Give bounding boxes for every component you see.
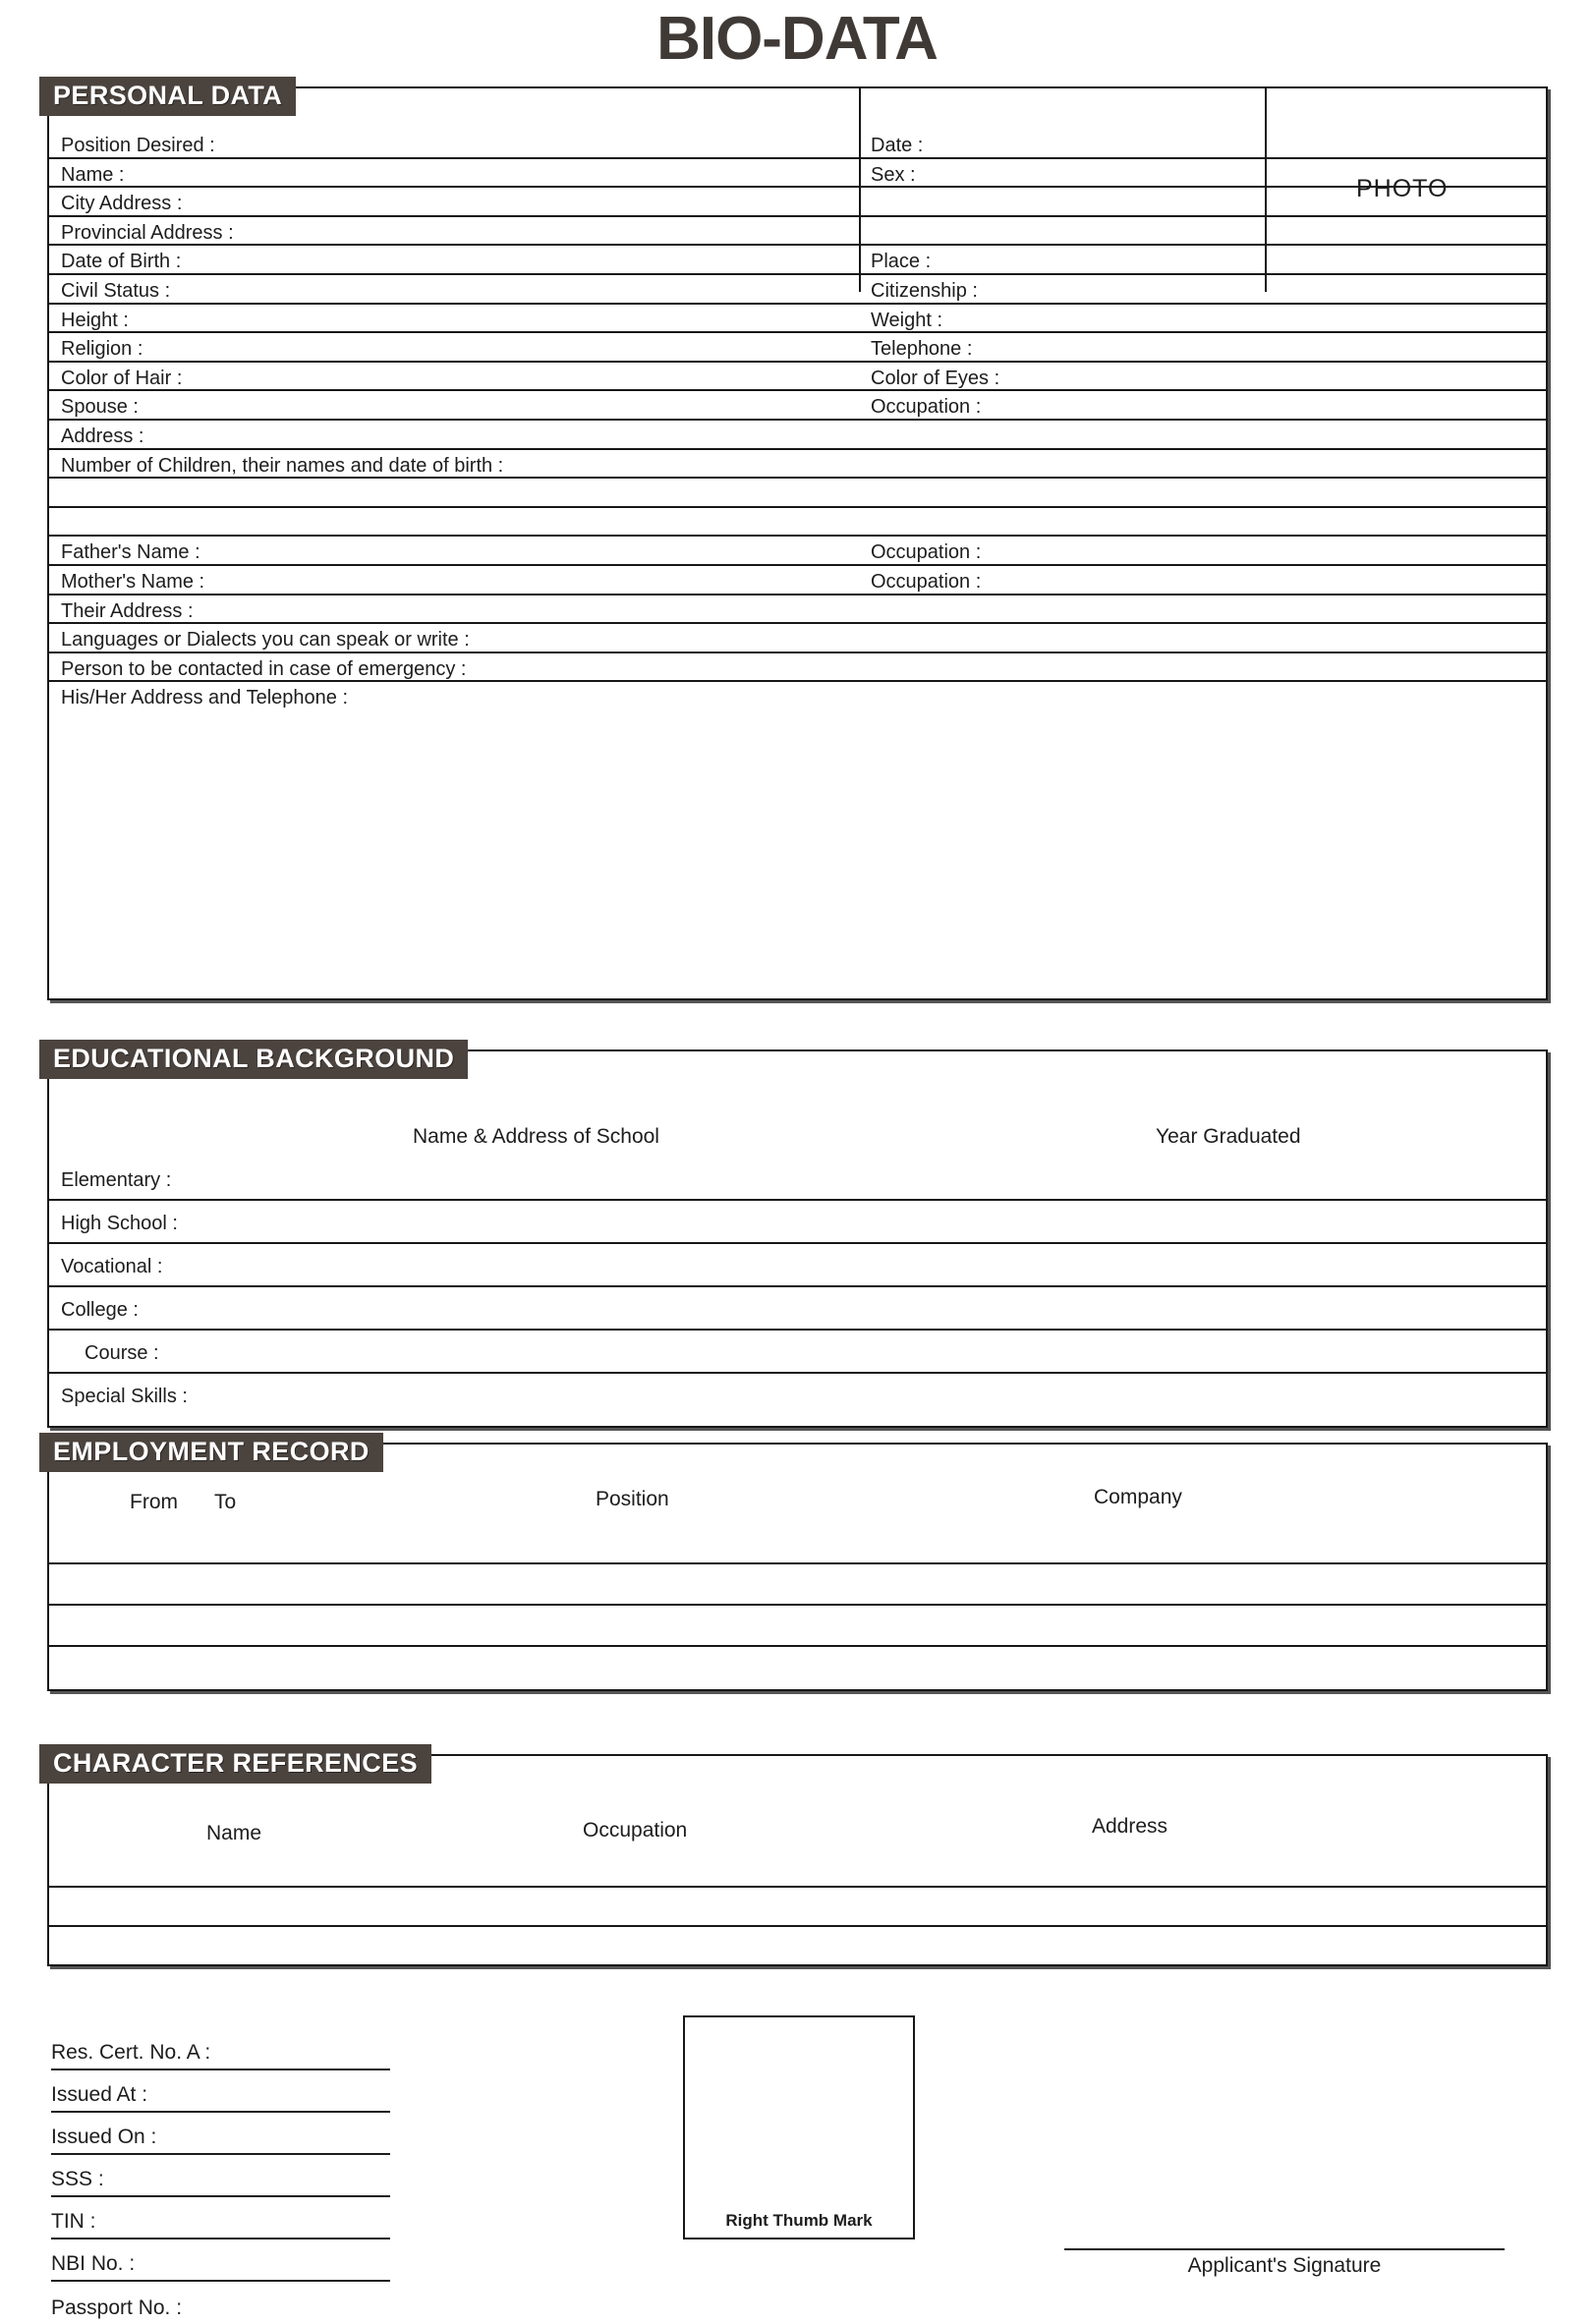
footer-field[interactable]: [51, 2154, 390, 2197]
personal-row[interactable]: [49, 653, 1546, 683]
education-row[interactable]: [49, 1158, 1546, 1201]
personal-row[interactable]: [49, 537, 1546, 566]
column-header-from: From: [130, 1491, 178, 1513]
personal-row[interactable]: [49, 246, 1546, 275]
field-label: Vocational :: [61, 1256, 163, 1277]
column-header-reference-occupation: Occupation: [583, 1819, 688, 1842]
personal-row[interactable]: [49, 508, 1546, 538]
footer-field[interactable]: [51, 2281, 390, 2324]
field-label: Occupation :: [871, 541, 982, 564]
employment-record-section: [47, 1437, 1548, 1691]
section-banner-character-references: CHARACTER REFERENCES: [39, 1744, 431, 1784]
right-thumb-mark-box[interactable]: [683, 2015, 915, 2239]
reference-row[interactable]: [49, 1848, 1546, 1888]
personal-row[interactable]: [49, 188, 1546, 217]
reference-row[interactable]: [49, 1888, 1546, 1927]
section-banner-employment-record: EMPLOYMENT RECORD: [39, 1433, 383, 1472]
footer-field[interactable]: [51, 2027, 390, 2070]
personal-row[interactable]: [49, 595, 1546, 625]
column-header-reference-name: Name: [206, 1822, 262, 1844]
field-label: Their Address :: [61, 599, 194, 622]
employment-row[interactable]: [49, 1647, 1546, 1688]
field-label: TIN :: [51, 2210, 96, 2233]
field-label: Date :: [871, 135, 924, 156]
column-header-school: Name & Address of School: [413, 1125, 659, 1148]
page-title: BIO-DATA: [656, 5, 938, 73]
field-label: Res. Cert. No. A :: [51, 2041, 211, 2064]
field-label: High School :: [61, 1213, 178, 1234]
field-label: Address :: [61, 425, 144, 447]
personal-row[interactable]: [49, 363, 1546, 392]
field-label: Spouse :: [61, 396, 139, 419]
footer-field[interactable]: [51, 2196, 390, 2239]
field-label: Passport No. :: [51, 2296, 183, 2319]
education-row[interactable]: [49, 1331, 1546, 1374]
photo-cell-divider: [1265, 88, 1267, 292]
employment-row[interactable]: [49, 1564, 1546, 1606]
personal-row[interactable]: [49, 479, 1546, 508]
photo-placeholder-label: PHOTO: [1356, 175, 1449, 202]
field-label: Telephone :: [871, 338, 973, 361]
right-thumb-mark-label: Right Thumb Mark: [725, 2211, 873, 2230]
section-banner-personal-data: PERSONAL DATA: [39, 77, 296, 116]
personal-row[interactable]: [49, 217, 1546, 247]
field-label: Sex :: [871, 163, 916, 186]
section-banner-educational-background: EDUCATIONAL BACKGROUND: [39, 1040, 468, 1079]
field-label: Provincial Address :: [61, 221, 234, 244]
field-label: Weight :: [871, 309, 942, 331]
field-label: Name :: [61, 163, 125, 186]
footer-field[interactable]: [51, 2069, 390, 2113]
employment-row[interactable]: [49, 1523, 1546, 1564]
column-header-company: Company: [1094, 1486, 1182, 1508]
field-label: Occupation :: [871, 571, 982, 593]
column-header-year-graduated: Year Graduated: [1156, 1125, 1301, 1148]
personal-row[interactable]: [49, 305, 1546, 334]
educational-background-section: [47, 1044, 1548, 1428]
field-label: Color of Eyes :: [871, 367, 1000, 389]
personal-column-divider-top: [859, 88, 861, 292]
field-label: Special Skills :: [61, 1386, 188, 1407]
personal-row[interactable]: [49, 159, 1546, 189]
education-row[interactable]: [49, 1201, 1546, 1244]
field-label: Height :: [61, 309, 129, 331]
footer-field[interactable]: [51, 2112, 390, 2155]
field-label: Position Desired :: [61, 135, 215, 156]
field-label: Course :: [85, 1342, 159, 1364]
personal-row[interactable]: [49, 421, 1546, 450]
personal-row[interactable]: [49, 333, 1546, 363]
personal-row[interactable]: [49, 275, 1546, 305]
field-label: Occupation :: [871, 396, 982, 419]
field-label: SSS :: [51, 2168, 104, 2190]
field-label: Color of Hair :: [61, 367, 183, 389]
footer-field[interactable]: [51, 2239, 390, 2282]
field-label: Date of Birth :: [61, 251, 182, 273]
education-row[interactable]: [49, 1374, 1546, 1417]
column-header-to: To: [214, 1491, 237, 1513]
education-row[interactable]: [49, 1287, 1546, 1331]
education-row[interactable]: [49, 1244, 1546, 1287]
field-label: His/Her Address and Telephone :: [61, 687, 349, 709]
employment-row[interactable]: [49, 1606, 1546, 1647]
field-label: Number of Children, their names and date of birth :: [61, 454, 504, 477]
personal-row[interactable]: [49, 624, 1546, 653]
applicant-signature-label: Applicant's Signature: [1187, 2254, 1382, 2277]
personal-row[interactable]: [49, 450, 1546, 480]
field-label: Citizenship :: [871, 280, 978, 302]
field-label: Issued On :: [51, 2126, 157, 2148]
character-references-section: [47, 1748, 1548, 1966]
field-label: Religion :: [61, 338, 143, 361]
column-header-position: Position: [596, 1488, 669, 1510]
personal-row[interactable]: [49, 130, 1546, 159]
reference-row[interactable]: [49, 1927, 1546, 1966]
personal-row[interactable]: [49, 391, 1546, 421]
field-label: Person to be contacted in case of emergency :: [61, 657, 467, 680]
field-label: Mother's Name :: [61, 571, 205, 593]
personal-row[interactable]: [49, 682, 1546, 711]
personal-row[interactable]: [49, 566, 1546, 595]
field-label: Languages or Dialects you can speak or write :: [61, 629, 470, 652]
field-label: Civil Status :: [61, 280, 171, 302]
personal-data-section: [47, 81, 1548, 1000]
column-header-reference-address: Address: [1092, 1815, 1168, 1838]
field-label: Elementary :: [61, 1169, 172, 1191]
field-label: NBI No. :: [51, 2252, 136, 2275]
field-label: City Address :: [61, 193, 183, 215]
applicant-signature-line[interactable]: [1064, 2248, 1505, 2250]
field-label: Place :: [871, 251, 932, 273]
field-label: College :: [61, 1299, 139, 1321]
field-label: Issued At :: [51, 2083, 148, 2106]
field-label: Father's Name :: [61, 541, 200, 564]
